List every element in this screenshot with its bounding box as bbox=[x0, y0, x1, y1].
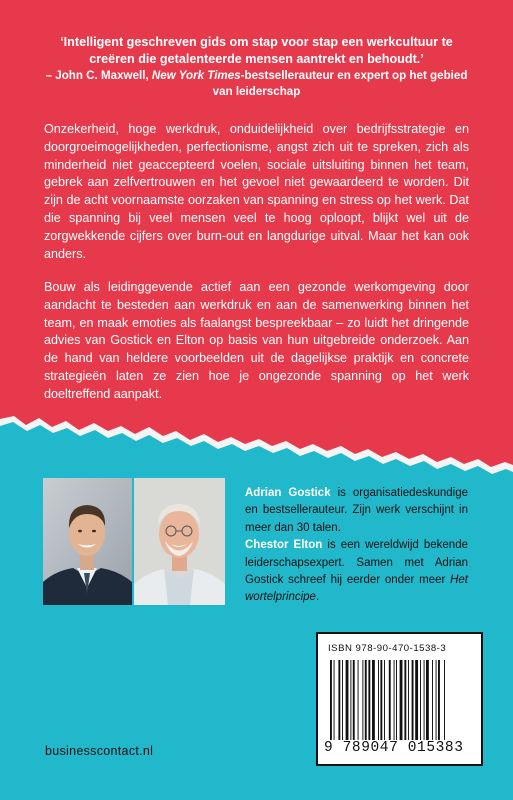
author-2-name: Chestor Elton bbox=[245, 539, 323, 552]
barcode bbox=[316, 632, 483, 766]
author-1-name: Adrian Gostick bbox=[245, 487, 331, 499]
author-photo-chestor-elton bbox=[134, 478, 225, 605]
previous-book-title: Het wortelprincipe bbox=[245, 574, 468, 604]
endorsement-quote bbox=[40, 34, 473, 99]
ean-digits: 9 789047 015383 bbox=[324, 740, 464, 756]
blurb-paragraph-1: Onzekerheid, hoge werkdruk, onduidelijkheid over bedrijfsstrategie en doorgroeimogelijkheden, perfectionisme, angst zich uit te spreken, zich als minderheid niet geaccepteerd voelen, sociale uitsluiting binnen het team, gebrek aan zelfvertrouwen en het gevoel niet gewaardeerd te worden. Dit zijn de acht voornaamste oorzaken van spanning en stress op het werk. Dat die spanning bij veel mensen veel te hoog oploopt, blijkt wel uit de zorgwekkende cijfers over burn-out en langdurige uitval. Maar het kan ook anders. bbox=[44, 122, 469, 261]
quote-text: ‘Intelligent geschreven gids om stap voor stap een werkcultuur te creëren die getalenteerde mensen aantrekt en behoudt.’ bbox=[60, 35, 453, 66]
attribution-prefix: – John C. Maxwell, bbox=[45, 69, 152, 82]
author-2-bio: is een wereldwijd bekende leiderschapsexpert. Samen met Adrian Gostick schreef hij eerder onder meer bbox=[245, 539, 468, 587]
attribution-suffix: -bestsellerauteur en expert op het gebied van leiderschap bbox=[212, 69, 468, 98]
attribution-publication: New York Times bbox=[151, 69, 241, 82]
bio-end: . bbox=[315, 591, 320, 604]
author-bios bbox=[245, 485, 468, 607]
quote-attribution bbox=[40, 68, 473, 99]
author-photo-adrian-gostick bbox=[43, 478, 132, 605]
publisher-website: businesscontact.nl bbox=[45, 744, 154, 758]
blurb-paragraph-2: Bouw als leidinggevende actief aan een gezonde werkomgeving door aandacht te besteden aan werkdruk en aan de samenwerking binnen het team, en maak emoties als faalangst bespreekbaar – zo luidt het dringende advies van Gostick en Elton op basis van hun uitgebreide onderzoek. Aan de hand van heldere voorbeelden uit de dagelijkse praktijk en concrete strategieën laten ze zien hoe je ongezonde spanning op het werk doeltreffend aanpakt. bbox=[44, 280, 469, 401]
author-1-bio: is organisatiedeskundige en bestsellerauteur. Zijn werk verschijnt in meer dan 30 talen. bbox=[245, 487, 468, 534]
barcode-bars bbox=[330, 660, 478, 740]
isbn-number: ISBN 978-90-470-1538-3 bbox=[328, 643, 447, 654]
